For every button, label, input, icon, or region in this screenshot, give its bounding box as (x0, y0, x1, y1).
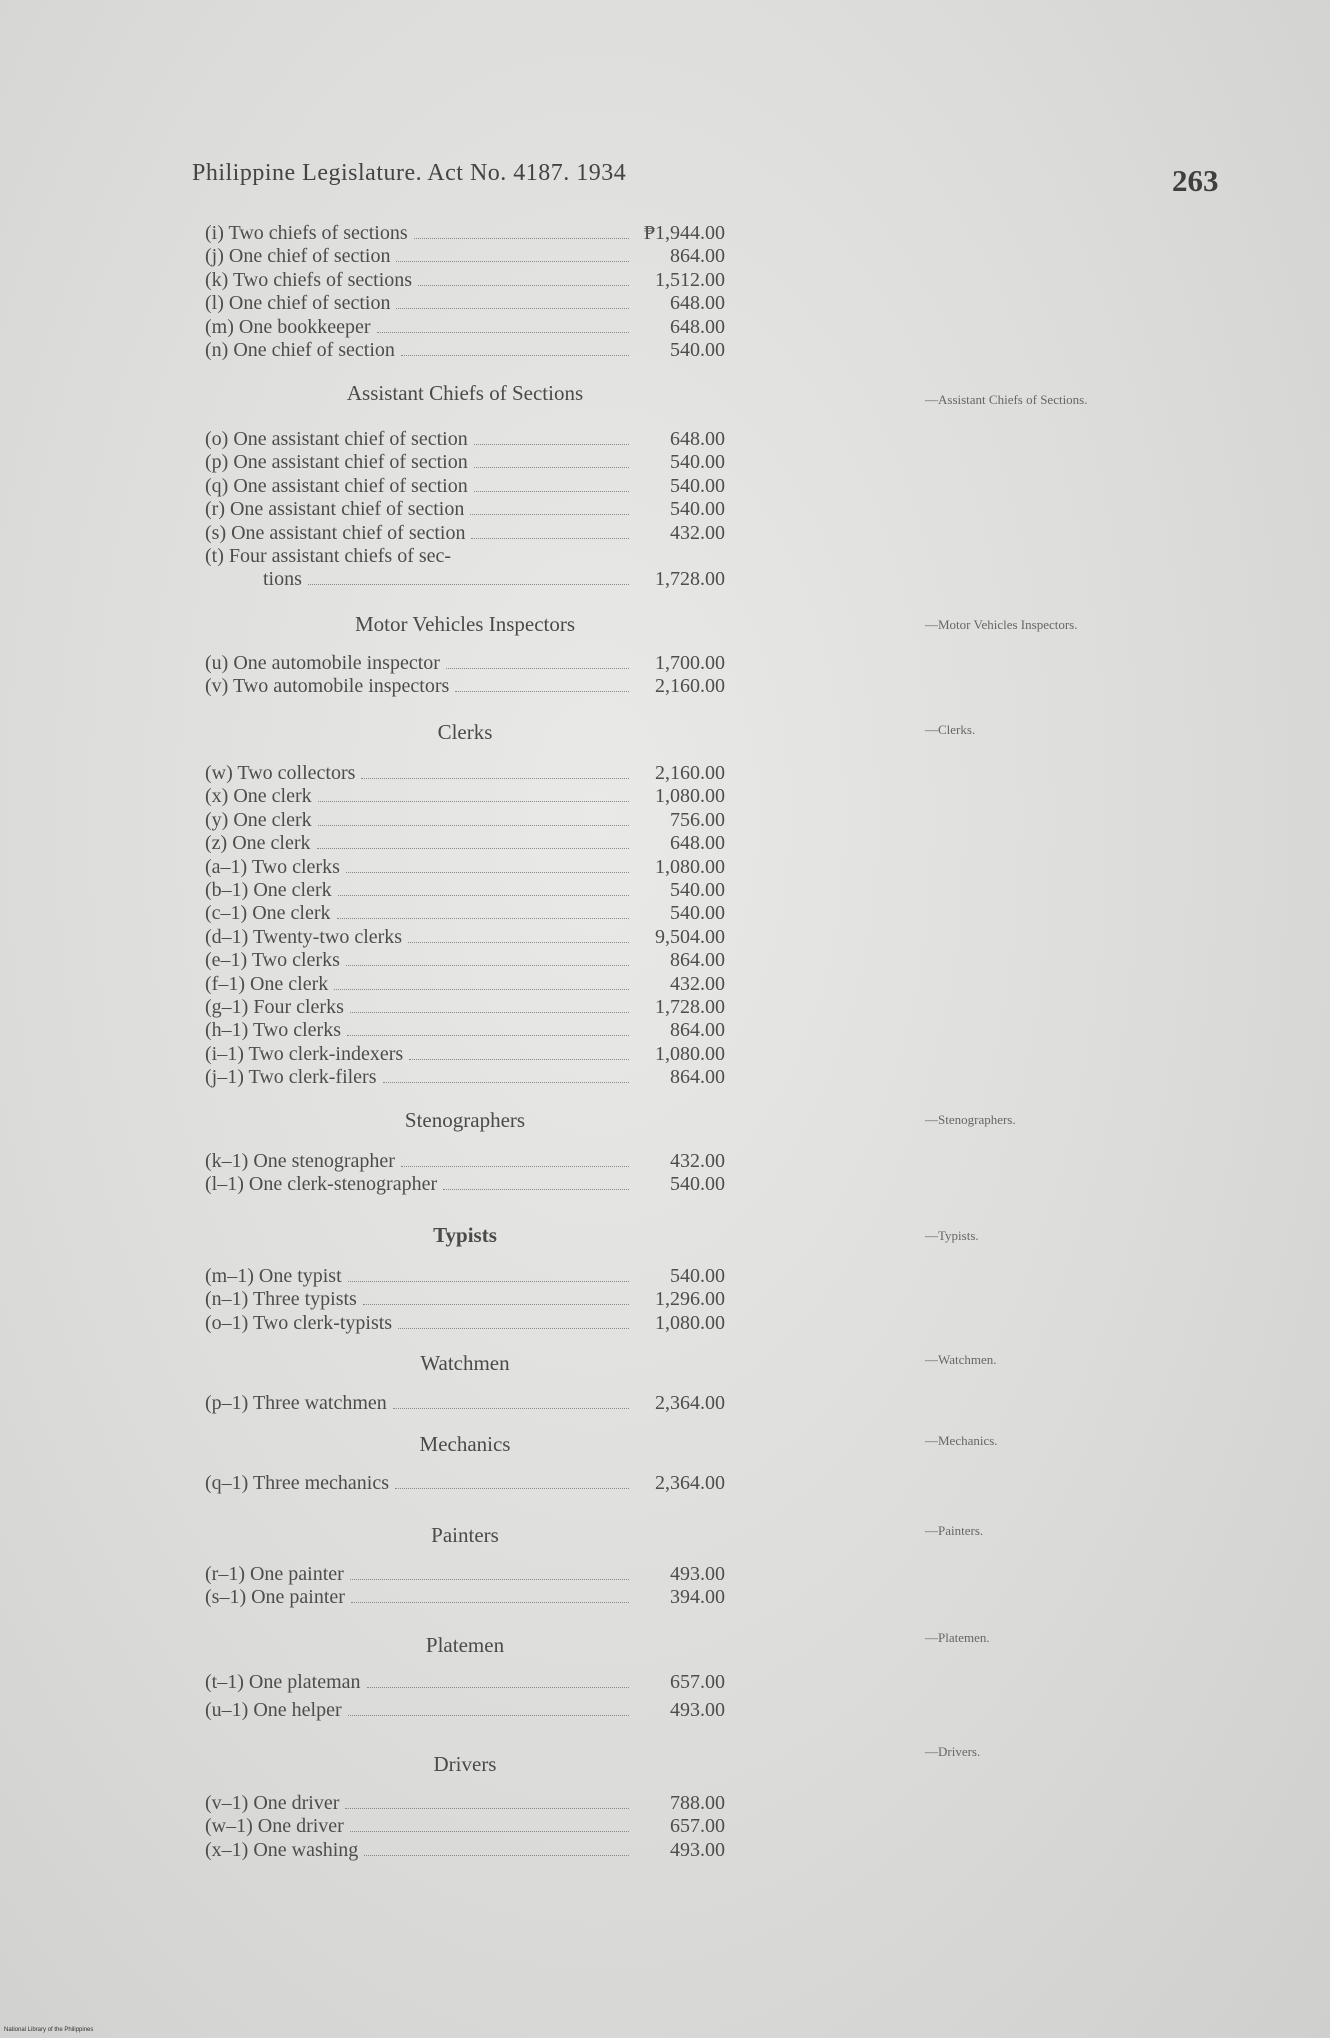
entry-amount: 432.00 (670, 1150, 725, 1172)
entry-label: (b–1) One clerk (205, 878, 332, 901)
entry-amount: 1,728.00 (655, 995, 725, 1018)
entry-amount: 1,512.00 (655, 268, 725, 291)
entry-label: (a–1) Two clerks (205, 855, 340, 878)
leader-dots (396, 261, 629, 262)
entry-amount: 756.00 (670, 808, 725, 831)
entry-label: (r) One assistant chief of section (205, 498, 465, 521)
entry-label: (o) One assistant chief of section (205, 428, 468, 450)
sidenote-painters: —Painters. (925, 1523, 984, 1538)
leader-dots (364, 1855, 629, 1856)
entry-label: (v–1) One driver (205, 1792, 340, 1814)
sidenote-mechanics: —Mechanics. (925, 1433, 998, 1448)
entry-amount: 540.00 (670, 451, 725, 474)
sidenote-clerks: —Clerks. (925, 722, 976, 737)
leader-dots (350, 1012, 629, 1013)
entry-row (205, 652, 725, 675)
entries-assistant-chiefs (205, 428, 725, 592)
entry-row (205, 269, 725, 292)
entry-amount: 864.00 (670, 245, 725, 268)
entry-label: (p) One assistant chief of section (205, 451, 468, 474)
entries-chiefs-of-sections (205, 222, 725, 362)
leader-dots (346, 965, 629, 966)
entry-label: (j–1) Two clerk-filers (205, 1066, 377, 1089)
entry-amount: 9,504.00 (655, 925, 725, 948)
entry-label: (e–1) Two clerks (205, 949, 340, 972)
entry-label: (d–1) Twenty-two clerks (205, 925, 403, 948)
entry-row (205, 809, 725, 832)
entry-amount: 648.00 (670, 292, 725, 315)
entry-row (205, 1173, 725, 1196)
leader-dots (348, 1281, 629, 1282)
leader-dots (367, 1687, 630, 1688)
entry-label: (m–1) One typist (205, 1265, 342, 1287)
entry-label: (f–1) One clerk (205, 972, 329, 995)
entry-row (205, 1792, 725, 1815)
leader-dots (395, 1488, 629, 1489)
leader-dots (401, 1166, 629, 1167)
entry-row (205, 339, 725, 362)
entry-label: tions (263, 568, 302, 591)
entry-row (205, 428, 725, 451)
entry-label: (c–1) One clerk (205, 902, 331, 925)
section-heading-mechanics: Mechanics (419, 1432, 511, 1456)
entry-row (205, 1019, 725, 1042)
entry-amount: 2,160.00 (655, 675, 725, 698)
leader-dots (363, 1304, 629, 1305)
entry-row (205, 949, 725, 972)
leader-dots (338, 895, 629, 896)
entry-label: (s) One assistant chief of section (205, 521, 466, 544)
entry-amount: 864.00 (670, 1019, 725, 1042)
entry-row (205, 545, 725, 568)
leader-dots (401, 355, 629, 356)
entry-label: (q–1) Three mechanics (205, 1472, 389, 1494)
section-heading-painters: Painters (431, 1523, 499, 1547)
entry-amount: 1,296.00 (655, 1288, 725, 1311)
entry-row (205, 522, 725, 545)
entry-row (205, 785, 725, 808)
entry-label: (y) One clerk (205, 808, 312, 831)
entry-row (205, 1815, 725, 1838)
entry-row (205, 245, 725, 268)
leader-dots (318, 801, 629, 802)
leader-dots (337, 918, 630, 919)
entry-label: (v) Two automobile inspectors (205, 675, 450, 698)
entry-amount: 1,080.00 (655, 855, 725, 878)
entry-amount: 493.00 (670, 1699, 725, 1721)
leader-dots (350, 1579, 629, 1580)
sidenote-stenographers: —Stenographers. (925, 1112, 1016, 1127)
leader-dots (470, 514, 629, 515)
entry-label: (t) Four assistant chiefs of sec- (205, 544, 452, 567)
leader-dots (398, 1328, 629, 1329)
leader-dots (455, 691, 629, 692)
entry-row (205, 1288, 725, 1311)
sidenote-motor-vehicles-inspectors: —Motor Vehicles Inspectors. (925, 617, 1078, 632)
section-heading-watchmen: Watchmen (420, 1351, 510, 1375)
entry-label: (h–1) Two clerks (205, 1019, 341, 1042)
section-heading-clerks: Clerks (437, 720, 493, 744)
section-heading-motor-vehicles-inspectors: Motor Vehicles Inspectors (354, 612, 576, 636)
entry-label: (o–1) Two clerk-typists (205, 1311, 393, 1334)
entry-row (205, 879, 725, 902)
entry-label: (l) One chief of section (205, 292, 391, 315)
entry-label: (n–1) Three typists (205, 1288, 357, 1311)
entry-label: (l–1) One clerk-stenographer (205, 1173, 438, 1196)
entry-row (205, 1150, 725, 1173)
entry-amount: 648.00 (670, 428, 725, 450)
entry-label: (u) One automobile inspector (205, 652, 440, 674)
entry-amount: 540.00 (670, 878, 725, 901)
entry-row (205, 902, 725, 925)
leader-dots (361, 778, 629, 779)
entry-amount: 864.00 (670, 949, 725, 972)
entry-amount: 2,160.00 (655, 762, 725, 784)
entries-typists (205, 1265, 725, 1335)
entry-row (205, 762, 725, 785)
entry-row (205, 1312, 725, 1335)
leader-dots (351, 1602, 629, 1603)
entries-watchmen (205, 1392, 725, 1415)
leader-dots (350, 1831, 629, 1832)
entry-row (205, 856, 725, 879)
entry-row (205, 973, 725, 996)
entry-amount: 540.00 (670, 498, 725, 521)
entry-amount: ₱1,944.00 (643, 222, 725, 244)
entry-amount: 540.00 (670, 338, 725, 361)
entry-amount: 2,364.00 (655, 1472, 725, 1494)
leader-dots (414, 238, 629, 239)
entry-row (205, 926, 725, 949)
entry-label: (r–1) One painter (205, 1563, 344, 1585)
scan-attribution: National Library of the Philippines (4, 2027, 94, 2033)
entry-label: (p–1) Three watchmen (205, 1392, 387, 1414)
entry-row (205, 1265, 725, 1288)
entry-label: (u–1) One helper (205, 1699, 342, 1721)
leader-dots (318, 825, 629, 826)
entries-clerks (205, 762, 725, 1089)
entry-row (205, 1066, 725, 1089)
entry-amount: 1,728.00 (655, 568, 725, 591)
entry-label: (z) One clerk (205, 832, 311, 855)
sidenote-watchmen: —Watchmen. (925, 1352, 997, 1367)
entry-row (205, 1563, 725, 1586)
leader-dots (383, 1082, 629, 1083)
leader-dots (418, 285, 629, 286)
section-heading-stenographers: Stenographers (404, 1108, 526, 1132)
entry-row (205, 1699, 725, 1722)
entry-amount: 540.00 (670, 474, 725, 497)
leader-dots (393, 1408, 629, 1409)
entry-row (205, 498, 725, 521)
entry-row (205, 222, 725, 245)
entry-label: (x–1) One washing (205, 1838, 359, 1861)
section-heading-drivers: Drivers (433, 1752, 497, 1776)
section-heading-typists: Typists (433, 1223, 497, 1247)
entry-amount: 788.00 (670, 1792, 725, 1814)
entry-label: (k–1) One stenographer (205, 1150, 395, 1172)
entry-amount: 1,080.00 (655, 1042, 725, 1065)
leader-dots (396, 308, 629, 309)
entry-amount: 1,080.00 (655, 1311, 725, 1334)
entry-label: (m) One bookkeeper (205, 315, 371, 338)
entry-amount: 540.00 (670, 902, 725, 925)
entry-row (205, 475, 725, 498)
entry-amount: 493.00 (670, 1563, 725, 1585)
entry-amount: 394.00 (670, 1586, 725, 1609)
entry-amount: 1,700.00 (655, 652, 725, 674)
entry-row (205, 1043, 725, 1066)
entry-amount: 2,364.00 (655, 1392, 725, 1414)
leader-dots (409, 1059, 629, 1060)
leader-dots (408, 942, 629, 943)
entry-label: (i–1) Two clerk-indexers (205, 1042, 404, 1065)
entry-row (205, 451, 725, 474)
section-heading-platemen: Platemen (425, 1633, 505, 1657)
entries-drivers (205, 1792, 725, 1862)
entry-row (205, 1839, 725, 1862)
leader-dots (308, 584, 629, 585)
entry-label: (k) Two chiefs of sections (205, 268, 413, 291)
entry-row (205, 1472, 725, 1495)
sidenote-typists: —Typists. (925, 1228, 979, 1243)
leader-dots (345, 1808, 629, 1809)
entry-amount: 657.00 (670, 1815, 725, 1838)
leader-dots (443, 1189, 629, 1190)
entry-row (205, 316, 725, 339)
entry-label: (n) One chief of section (205, 338, 395, 361)
entry-amount: 657.00 (670, 1671, 725, 1693)
section-heading-assistant-chiefs: Assistant Chiefs of Sections (346, 381, 584, 405)
entry-row (205, 292, 725, 315)
entry-label: (s–1) One painter (205, 1586, 345, 1609)
sidenote-assistant-chiefs: —Assistant Chiefs of Sections. (925, 392, 1088, 407)
leader-dots (347, 1035, 629, 1036)
sidenote-drivers: —Drivers. (925, 1744, 981, 1759)
leader-dots (474, 467, 629, 468)
leader-dots (474, 491, 629, 492)
entry-row (205, 1671, 725, 1699)
entries-painters (205, 1563, 725, 1610)
entries-stenographers (205, 1150, 725, 1197)
entry-amount: 1,080.00 (655, 785, 725, 808)
entry-amount: 864.00 (670, 1066, 725, 1089)
entries-mechanics (205, 1472, 725, 1495)
entry-amount: 432.00 (670, 972, 725, 995)
leader-dots (346, 872, 629, 873)
entry-row (205, 1392, 725, 1415)
entry-label: (i) Two chiefs of sections (205, 222, 408, 244)
entry-label: (q) One assistant chief of section (205, 474, 468, 497)
entry-label: (w–1) One driver (205, 1815, 344, 1838)
entry-label: (x) One clerk (205, 785, 312, 808)
leader-dots (377, 332, 630, 333)
sidenote-platemen: —Platemen. (925, 1630, 990, 1645)
leader-dots (446, 668, 629, 669)
entry-amount: 648.00 (670, 832, 725, 855)
leader-dots (348, 1715, 629, 1716)
leader-dots (334, 989, 629, 990)
entry-label: (g–1) Four clerks (205, 995, 344, 1018)
entry-row (205, 996, 725, 1019)
page-number: 263 (1172, 163, 1219, 198)
entry-amount: 540.00 (670, 1173, 725, 1196)
entries-motor-vehicles-inspectors (205, 652, 725, 699)
running-header: Philippine Legislature. Act No. 4187. 1934 (192, 160, 627, 186)
leader-dots (474, 444, 629, 445)
entries-platemen (205, 1671, 725, 1722)
entry-amount: 540.00 (670, 1265, 725, 1287)
entry-label: (w) Two collectors (205, 762, 356, 784)
leader-dots (471, 538, 629, 539)
entry-row (205, 568, 725, 591)
leader-dots (317, 848, 630, 849)
entry-amount: 493.00 (670, 1838, 725, 1861)
entry-row (205, 1586, 725, 1609)
entry-label: (t–1) One plateman (205, 1671, 361, 1693)
entry-label: (j) One chief of section (205, 245, 391, 268)
entry-row (205, 675, 725, 698)
entry-amount: 432.00 (670, 521, 725, 544)
entry-row (205, 832, 725, 855)
entry-amount: 648.00 (670, 315, 725, 338)
